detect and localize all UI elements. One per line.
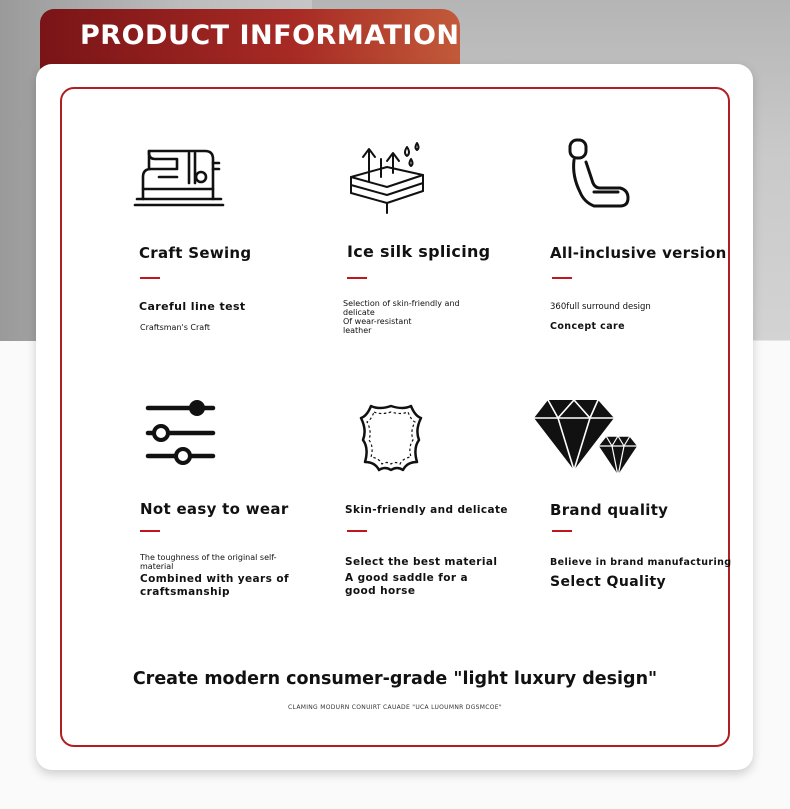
feature-line: Concept care: [550, 321, 625, 332]
feature-line: Craftsman's Craft: [140, 323, 211, 332]
feature-line: material: [140, 562, 174, 571]
diamond-icon: [532, 398, 640, 480]
feature-line: 360full surround design: [550, 302, 651, 312]
feature-line: Of wear-resistant: [343, 317, 412, 326]
slogan-subtitle: CLAMING MODURN CONUIRT CAUADE "UCA LUOUMNR DGSMCOE": [288, 704, 502, 711]
accent-dash: [140, 277, 160, 279]
feature-title-craft-sewing: Craft Sewing: [139, 244, 252, 262]
accent-dash: [552, 530, 572, 532]
sewing-machine-icon: [133, 143, 225, 209]
feature-title-brand-quality: Brand quality: [550, 501, 669, 519]
car-seat-icon: [564, 136, 632, 212]
feature-line: craftsmanship: [140, 586, 230, 598]
feature-line: The toughness of the original self-: [140, 553, 277, 562]
leather-hide-icon: [357, 400, 425, 474]
feature-title-not-easy-to-wear: Not easy to wear: [140, 500, 289, 518]
feature-line: leather: [343, 326, 372, 335]
feature-line: Selection of skin-friendly and: [343, 299, 460, 308]
ice-silk-layers-icon: [347, 137, 427, 217]
feature-title-skin-friendly: Skin-friendly and delicate: [345, 504, 508, 516]
feature-title-ice-silk: Ice silk splicing: [347, 242, 491, 261]
accent-dash: [347, 530, 367, 532]
feature-line: good horse: [345, 585, 416, 597]
sliders-icon: [145, 398, 217, 466]
feature-line: Select the best material: [345, 556, 498, 568]
feature-line: delicate: [343, 308, 375, 317]
page-title: PRODUCT INFORMATION: [80, 20, 460, 51]
feature-line: Select Quality: [550, 574, 667, 590]
accent-dash: [140, 530, 160, 532]
accent-dash: [347, 277, 367, 279]
slogan: Create modern consumer-grade "light luxury design": [132, 669, 658, 689]
accent-dash: [552, 277, 572, 279]
feature-line: Believe in brand manufacturing: [550, 557, 732, 568]
feature-line: A good saddle for a: [345, 572, 468, 584]
feature-line: Combined with years of: [140, 573, 289, 585]
feature-line: Careful line test: [139, 300, 246, 313]
feature-title-all-inclusive: All-inclusive version: [550, 244, 727, 262]
